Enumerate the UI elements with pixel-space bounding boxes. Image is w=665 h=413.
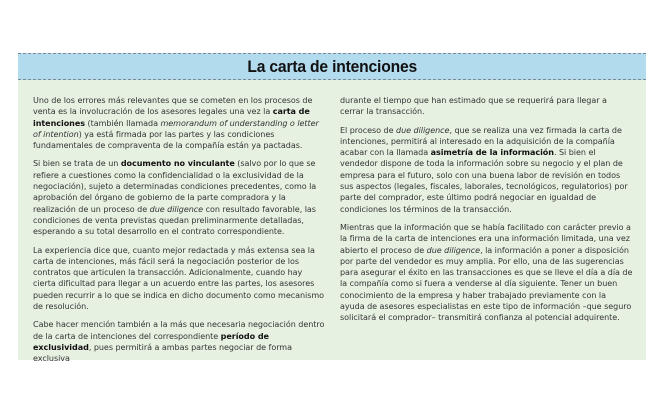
paragraph xyxy=(340,125,633,215)
text: Mientras que la información que se había facilitado con carácter previo a la firma de la carta de intenciones era una información limitada, una vez abierto el proceso de xyxy=(340,222,631,255)
paragraph xyxy=(33,158,326,237)
text: , que se realiza una vez firmada la carta de intenciones, permitirá al interesado en la adquisición de la compañía acabar con la llamada xyxy=(340,125,622,158)
paragraph xyxy=(340,222,633,324)
text: , la información a poner a disposición por parte del vendedor es muy amplia. Por ello, una de las sugerencias para asegurar el éxito en las transacciones es que se lleve el día a día de la compañía como si fuera a venderse al día siguiente. Tener un buen conocimiento de la empresa y haber trabajado previamente con la ayuda de asesores especialistas en este tipo de información –que seguro solicitará el comprador– transmitirá confianza al potencial adquirente. xyxy=(340,245,633,323)
box-header xyxy=(18,53,646,80)
text: , pues permitirá a ambas partes negociar de forma exclusiva xyxy=(33,342,292,364)
paragraph: La experiencia dice que, cuanto mejor redactada y más extensa sea la carta de intenciones, más fácil será la negociación posterior de los contratos que articulen la transacción. Adicionalmente, cuando hay cierta dificultad para llegar a un acuerdo entre las partes, los asesores pueden recurrir a lo que se indica en dicho documento como mecanismo de resolución. xyxy=(33,245,325,312)
text: ) ya está firmada por las partes y las condiciones fundamentales de compraventa de la compañía están ya pactadas. xyxy=(33,129,303,151)
text: . Si bien el vendedor dispone de toda la información sobre su negocio y el plan de empresa para el futuro, solo con una buena labor de revisión en todos sus aspectos (legales, fiscales, laborales, tecnológicos, regulatorios) por parte del comprador, este último podrá negociar en igualdad de condiciones los términos de la transacción. xyxy=(340,148,628,214)
text: Cabe hacer mención también a la más que necesaria negociación dentro de la carta de intenciones del correspondiente xyxy=(33,320,325,341)
text: (salvo por lo que se refiere a cuestiones como la confidencialidad o la exclusividad de la negociación), sujeto a determinadas condiciones precedentes, como la aprobación del órgano de gobierno de la parte compradora y la realización de un proceso de xyxy=(33,159,317,214)
text: El proceso de xyxy=(340,125,397,135)
paragraph xyxy=(33,319,326,364)
text: Si bien se trata de un xyxy=(33,159,121,169)
bold-term: carta de intenciones xyxy=(33,107,310,128)
left-column xyxy=(33,95,326,372)
italic-term: due diligence xyxy=(426,245,481,255)
italic-term: due diligence xyxy=(149,204,204,214)
italic-term: memorandum of understanding o letter of intention xyxy=(33,118,319,139)
paragraph: durante el tiempo que han estimado que se requerirá para llegar a cerrar la transacción. xyxy=(340,96,607,117)
text: (también llamada xyxy=(85,118,161,128)
text: Uno de los errores más relevantes que se cometen en los procesos de venta es la involucración de los asesores legales una vez la xyxy=(33,96,313,117)
sidebar-box xyxy=(18,53,646,364)
right-column xyxy=(340,95,633,331)
box-title: La carta de intenciones xyxy=(247,57,417,76)
bold-term: período de exclusividad xyxy=(33,331,269,352)
italic-term: due diligence xyxy=(396,125,450,135)
paragraph xyxy=(33,95,326,151)
text: con resultado favorable, las condiciones de venta previstas quedan preliminarmente detalladas, esperando a su total desarrollo en el contrato correspondiente. xyxy=(33,204,316,237)
bold-term: asimetría de la información xyxy=(430,148,554,158)
bold-term: documento no vinculante xyxy=(120,159,235,169)
